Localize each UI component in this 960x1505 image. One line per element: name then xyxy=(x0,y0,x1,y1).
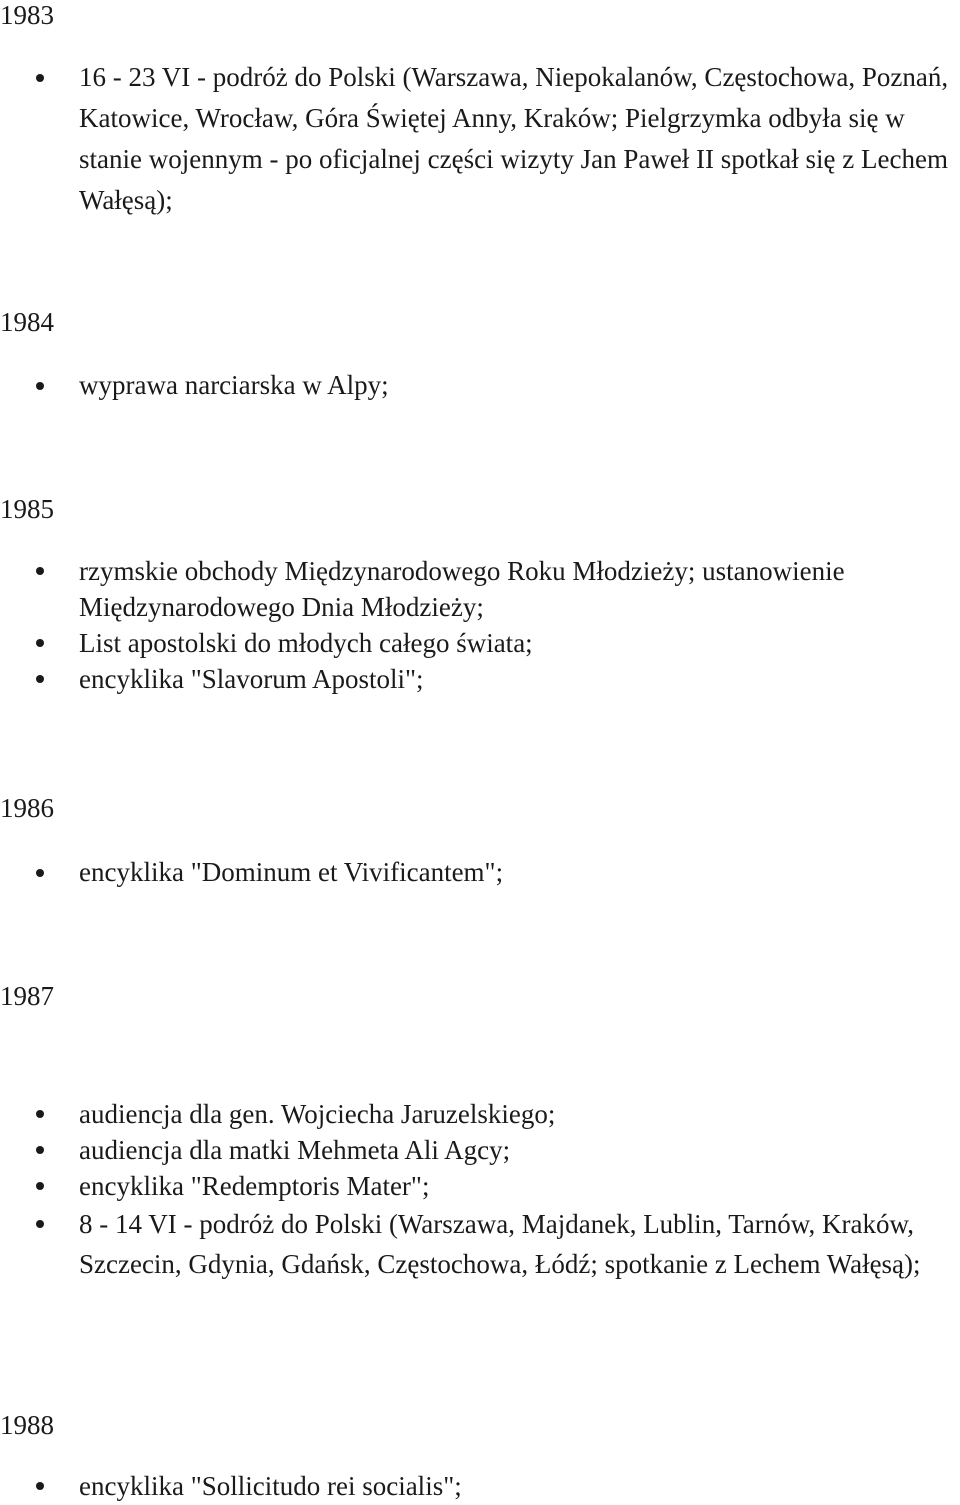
bullet-icon xyxy=(36,675,44,683)
list-item-text: audiencja dla gen. Wojciecha Jaruzelskiego; xyxy=(79,1099,556,1129)
list-item-text: encyklika "Dominum et Vivificantem"; xyxy=(79,857,504,887)
list-item xyxy=(0,365,960,406)
events-list-1987 xyxy=(0,1096,960,1284)
events-list-1988 xyxy=(0,1467,960,1505)
year-heading-1986: 1986 xyxy=(0,793,54,823)
events-list-1985 xyxy=(0,553,960,697)
bullet-icon xyxy=(36,1220,44,1228)
list-item xyxy=(0,1467,960,1505)
year-heading-1983: 1983 xyxy=(0,0,54,30)
events-list-1983 xyxy=(0,57,960,221)
bullet-icon xyxy=(36,1110,44,1118)
events-list-1984 xyxy=(0,365,960,406)
list-item xyxy=(0,625,960,661)
bullet-icon xyxy=(36,639,44,647)
list-item xyxy=(0,553,960,625)
list-item-text: 8 - 14 VI - podróż do Polski (Warszawa, Majdanek, Lublin, Tarnów, Kraków, Szczecin, Gdynia, Gdańsk, Częstochowa, Łódź; spotkanie z Lechem Wałęsą); xyxy=(79,1209,921,1279)
list-item-text: audiencja dla matki Mehmeta Ali Agcy; xyxy=(79,1135,511,1165)
year-heading-1985: 1985 xyxy=(0,494,54,524)
list-item xyxy=(0,1096,960,1132)
list-item xyxy=(0,57,960,221)
list-item-text: encyklika "Sollicitudo rei socialis"; xyxy=(79,1471,462,1501)
list-item-text: 16 - 23 VI - podróż do Polski (Warszawa, Niepokalanów, Częstochowa, Poznań, Katowice, Wrocław, Góra Świętej Anny, Kraków; Pielgrzymka odbyła się w stanie wojennym - po oficjalnej części wizyty Jan Paweł II spotkał się z Lechem Wałęsą); xyxy=(79,62,949,215)
year-heading-1988: 1988 xyxy=(0,1410,54,1440)
list-item-text: rzymskie obchody Międzynarodowego Roku Młodzieży; ustanowienie Międzynarodowego Dnia Młodzieży; xyxy=(79,556,845,622)
events-list-1986 xyxy=(0,852,960,893)
list-item-text: List apostolski do młodych całego świata; xyxy=(79,628,533,658)
list-item xyxy=(0,1132,960,1168)
list-item xyxy=(0,852,960,893)
list-item xyxy=(0,1204,960,1284)
bullet-icon xyxy=(36,869,44,877)
list-item xyxy=(0,661,960,697)
bullet-icon xyxy=(36,1482,44,1490)
bullet-icon xyxy=(36,382,44,390)
bullet-icon xyxy=(36,1182,44,1190)
list-item-text: wyprawa narciarska w Alpy; xyxy=(79,370,389,400)
year-heading-1984: 1984 xyxy=(0,307,54,337)
year-heading-1987: 1987 xyxy=(0,981,54,1011)
bullet-icon xyxy=(36,567,44,575)
bullet-icon xyxy=(36,1146,44,1154)
list-item-text: encyklika "Redemptoris Mater"; xyxy=(79,1171,430,1201)
list-item xyxy=(0,1168,960,1204)
list-item-text: encyklika "Slavorum Apostoli"; xyxy=(79,664,424,694)
bullet-icon xyxy=(36,74,44,82)
